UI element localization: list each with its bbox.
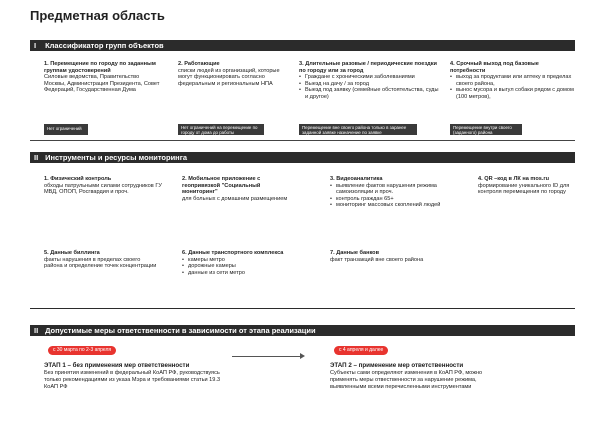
- section-number: I: [34, 41, 37, 50]
- group-body: Силовые ведомства, Правительство Москвы, Администрация Президента, Совет Федераций, Государственная Дума: [44, 74, 160, 94]
- list-item: • данные из сети метро: [188, 270, 292, 277]
- stage-2-period-badge: с 4 апреля и далее: [334, 346, 388, 355]
- tool-card-2: [182, 176, 292, 202]
- section-number: II: [34, 326, 39, 335]
- arrow-right-icon: [300, 353, 305, 359]
- section-title: Допустимые меры ответственности в зависимости от этапа реализации: [45, 326, 316, 335]
- section-number: II: [34, 153, 39, 162]
- tool-title: 1. Физический контроль: [44, 176, 112, 182]
- section-bar-classifier: [30, 40, 575, 51]
- group-card-3: [299, 61, 439, 101]
- tool-card-7: [330, 250, 430, 263]
- group-title: 4. Срочный выход под базовые потребности: [450, 61, 539, 74]
- group-tag-1: Нет ограничений: [44, 124, 88, 135]
- page-title: Предметная область: [30, 8, 165, 23]
- tool-title: 5. Данные биллинга: [44, 250, 100, 256]
- tool-list: [182, 257, 292, 277]
- section-title: Классификатор групп объектов: [45, 41, 164, 50]
- list-item: • дорожные камеры: [188, 263, 292, 270]
- section-bar-tools: [30, 152, 575, 163]
- group-title: 3. Длительные разовые / периодические поездки по городу или за город: [299, 61, 437, 74]
- group-card-4: [450, 61, 575, 101]
- stage-2-text: Субъекты сами определяют изменения в КоАП РФ, можно применять меры отвественности за нарушение режима, выявленными всеми перечисленными инструментами: [330, 370, 483, 390]
- list-item: • мониторинг массовых скоплений людей: [336, 202, 445, 209]
- list-item: • вынос мусора и выгул собаки рядом с домом (100 метров),: [456, 87, 575, 100]
- tool-body: обходы патрульными силами сотрудников ГУ МВД, ОПОП, Росгвардия и проч.: [44, 182, 162, 196]
- tool-title: 6. Данные транспортного комплекса: [182, 250, 284, 256]
- group-title: 1. Перемещение по городу по заданным группам удостоверений: [44, 61, 156, 74]
- tool-title: 4. QR –код в ЛК на mos.ru: [478, 176, 550, 182]
- group-tag-4: Перемещение внутри своего (заданного) района: [450, 124, 522, 135]
- tool-card-4: [478, 176, 573, 196]
- tool-card-1: [44, 176, 162, 196]
- group-list: [299, 74, 439, 100]
- section-title: Инструменты и ресурсы мониторинга: [45, 153, 188, 162]
- tool-body: факт транзакций вне своего района: [330, 256, 424, 263]
- tool-title: 7. Данные банков: [330, 250, 380, 256]
- list-item: • Граждане с хроническими заболеваниями: [305, 74, 439, 81]
- timeline-line: [30, 140, 575, 141]
- tool-list: [330, 183, 445, 209]
- list-item: • Выезд под заявку (семейные обстоятельства, суды и другое): [305, 87, 439, 100]
- tool-title: 3. Видеоаналитика: [330, 176, 383, 182]
- tool-body: формирование уникального ID для контроля перемещения по городу: [478, 182, 570, 196]
- list-item: • контроль граждан 65+: [336, 196, 445, 203]
- group-card-2: [178, 61, 286, 87]
- tool-body: факты нарушения в пределах своего района и определение точек концентрации: [44, 256, 157, 270]
- tool-body: для больных с домашним размещением: [182, 195, 288, 202]
- list-item: • выявление фактов нарушения режима самоизоляции и проч.: [336, 183, 445, 196]
- section-bar-responsibility: [30, 325, 575, 336]
- tool-card-5: [44, 250, 159, 270]
- group-tag-2: Нет ограничений на перемещение по городу от дома до работы: [178, 124, 264, 135]
- stage-1-period-badge: с 30 марта по 2-3 апреля: [48, 346, 116, 355]
- list-item: • камеры метро: [188, 257, 292, 264]
- arrow-line: [232, 356, 302, 357]
- tool-card-3: [330, 176, 445, 209]
- stage-2-title: ЭТАП 2 – применение мер ответственности: [330, 362, 464, 369]
- list-item: • выход за продуктами или аптеку в пределах своего района,: [456, 74, 575, 87]
- group-title: 2. Работающие: [178, 61, 220, 67]
- group-list: [450, 74, 575, 100]
- group-card-1: [44, 61, 162, 94]
- list-item: • Выезд на дачу / за город: [305, 81, 439, 88]
- stage-1-text: Без принятия изменений в федеральный КоАП РФ, руководствуясь только рекомендациями из указа Мэра и требованиями статьи 19.3 КоАП РФ: [44, 370, 221, 390]
- tool-card-6: [182, 250, 292, 276]
- stage-1-title: ЭТАП 1 – без применения мер ответственности: [44, 362, 190, 369]
- group-tag-3: Перемещение вне своего района только в заранее заданной заявке назначение по заявке: [299, 124, 417, 135]
- group-body: списки людей из организаций, которые могут функционировать согласно федеральным и региональным НПА: [178, 67, 280, 87]
- section-divider: [30, 308, 575, 309]
- tool-title: 2. Мобильное приложение с геопривязкой "Социальный мониторинг": [182, 176, 261, 196]
